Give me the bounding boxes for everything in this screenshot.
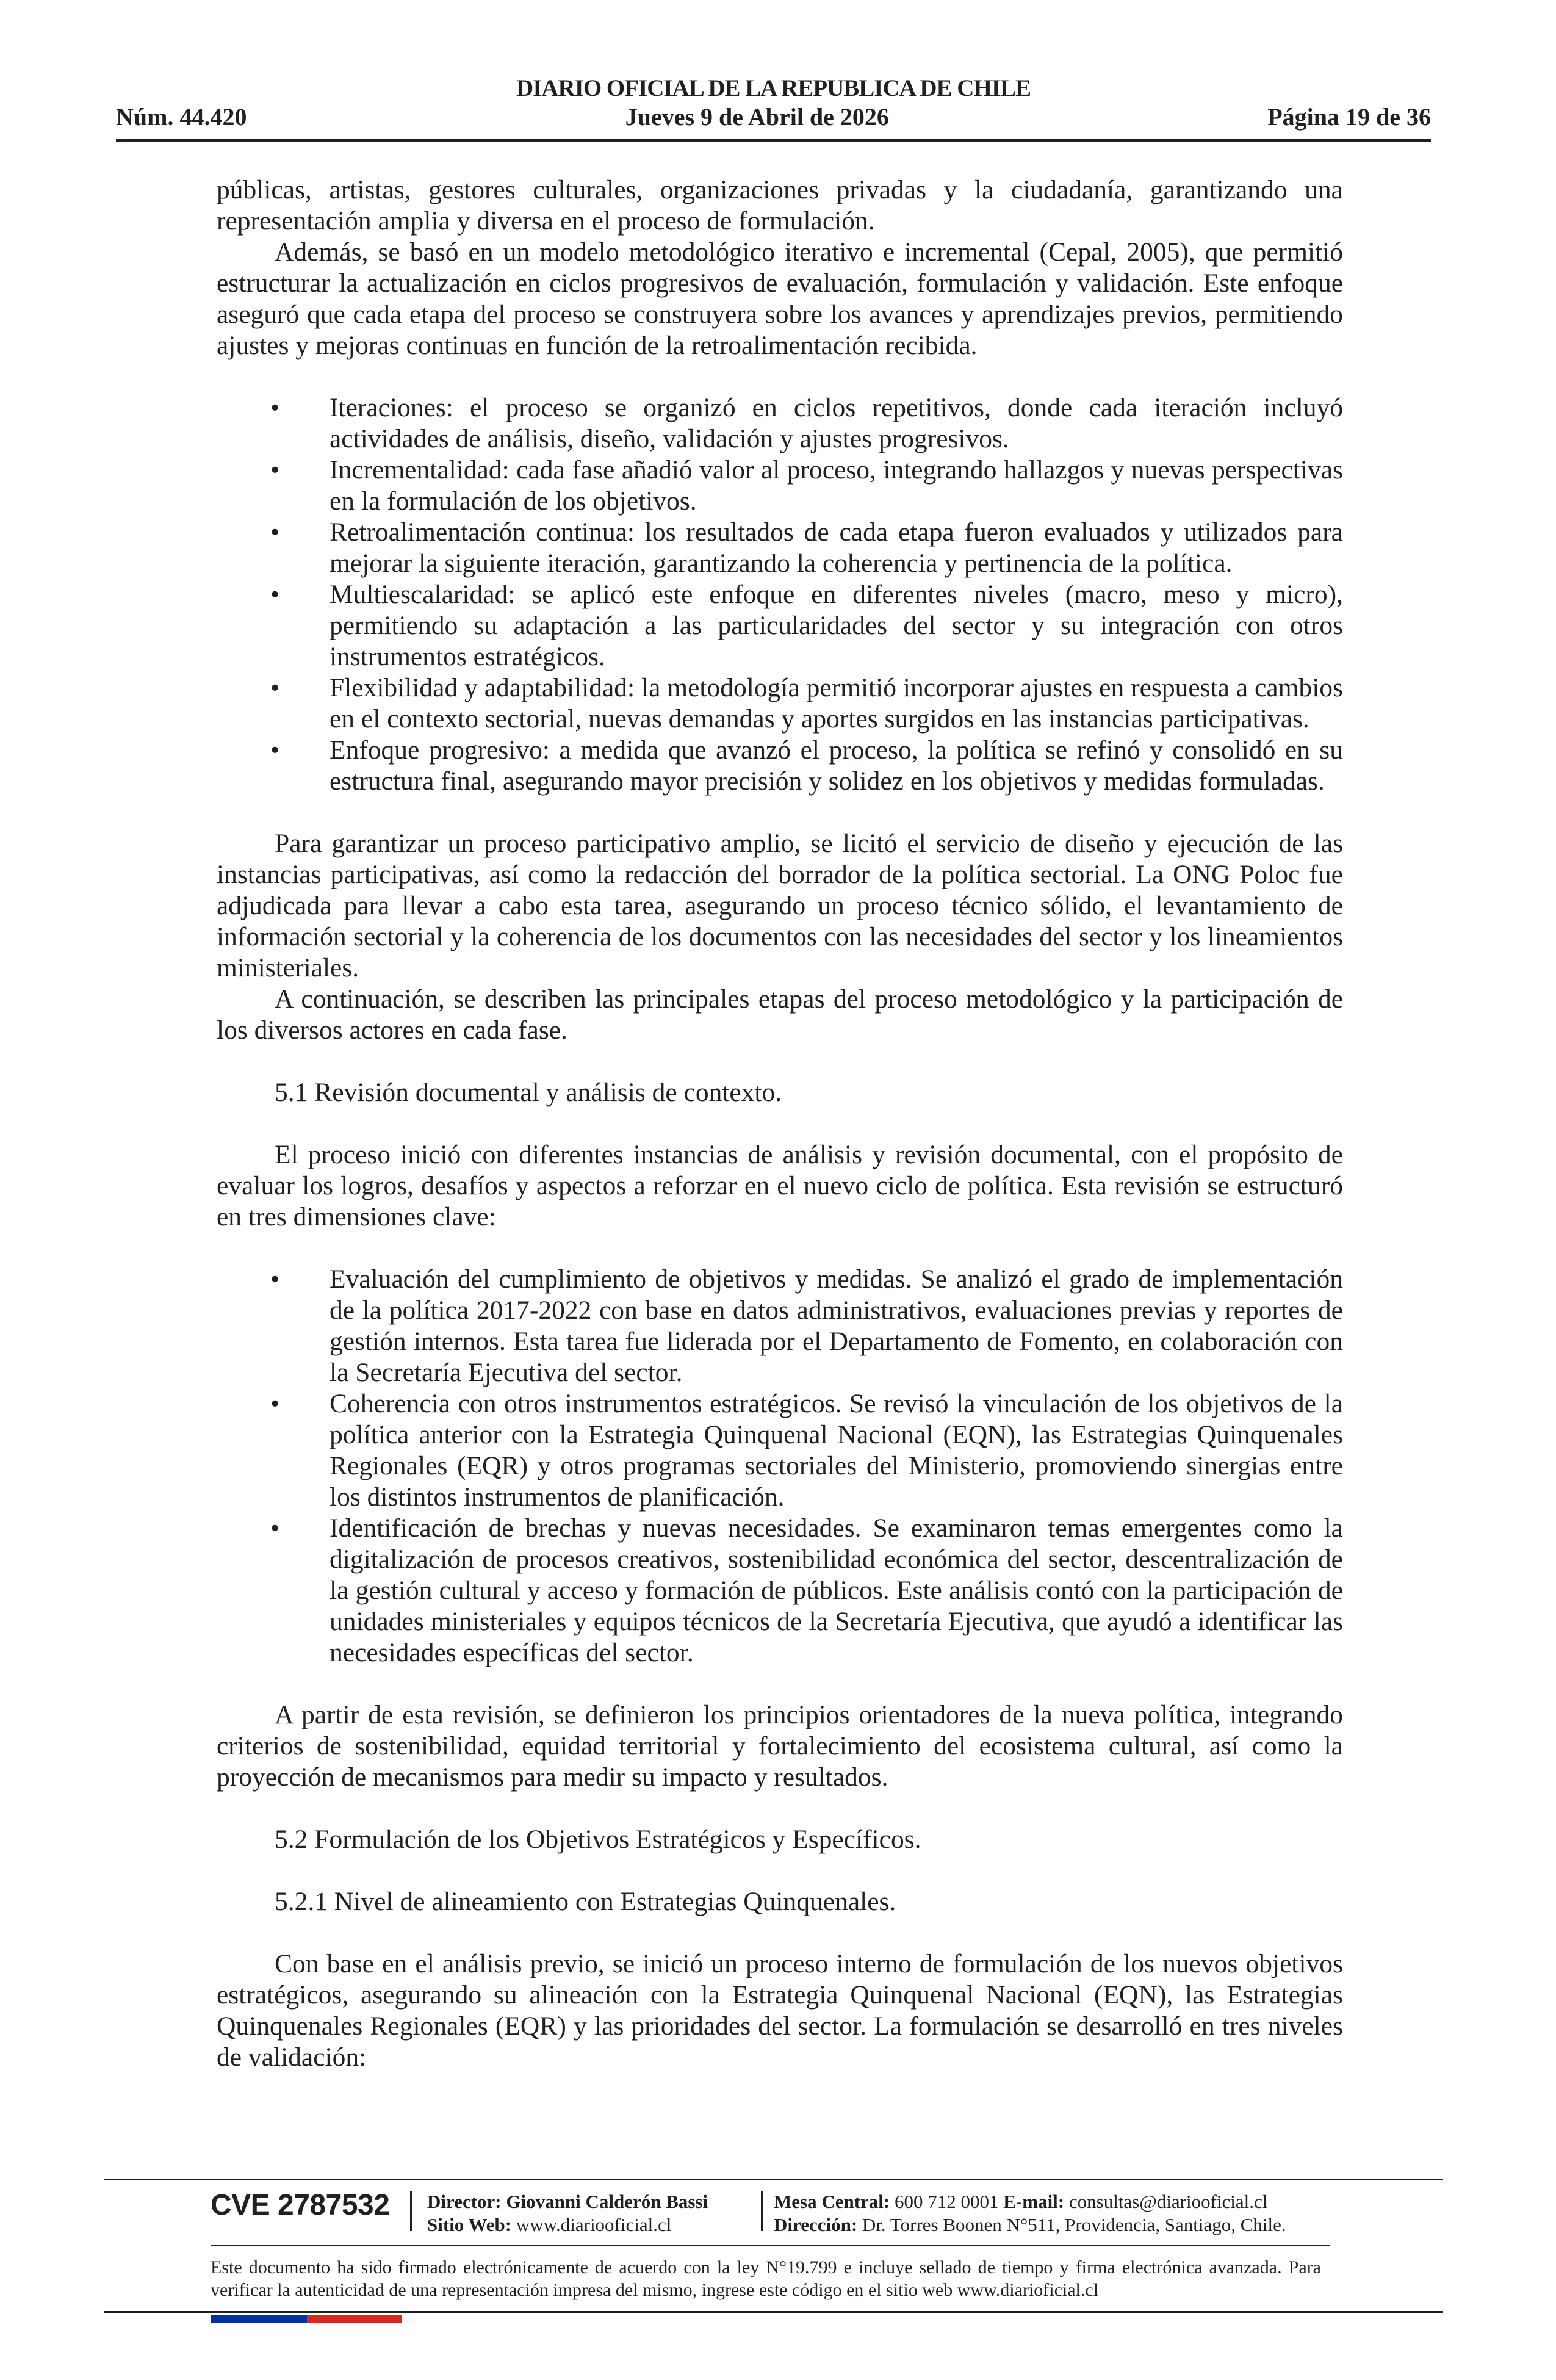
footer-separator bbox=[410, 2191, 412, 2231]
bullet-icon: • bbox=[270, 517, 280, 547]
page-header bbox=[116, 74, 1431, 146]
list-item-text: Incrementalidad: cada fase añadió valor al proceso, integrando hallazgos y nuevas perspectivas en la formulación de los objetivos. bbox=[330, 455, 1343, 516]
list-item bbox=[217, 392, 1343, 455]
list-item bbox=[217, 1264, 1343, 1388]
paragraph: públicas, artistas, gestores culturales, organizaciones privadas y la ciudadanía, garantizando una representación amplia y diversa en el proceso de formulación. bbox=[217, 175, 1343, 236]
methodology-list bbox=[217, 392, 1343, 797]
paragraph: Además, se basó en un modelo metodológico iterativo e incremental (Cepal, 2005), que permitió estructurar la actualización en ciclos progresivos de evaluación, formulación y validación. Este enfoque aseguró que cada etapa del proceso se construyera sobre los avances y aprendizajes previos, permitiendo ajustes y mejoras continuas en función de la retroalimentación recibida. bbox=[217, 237, 1343, 360]
paragraph: A partir de esta revisión, se definieron los principios orientadores de la nueva política, integrando criterios de sostenibilidad, equidad territorial y fortalecimiento del ecosistema cultural, así como la proyección de mecanismos para medir su impacto y resultados. bbox=[217, 1700, 1343, 1792]
email-label: E-mail: bbox=[1003, 2191, 1065, 2212]
bullet-icon: • bbox=[270, 735, 280, 765]
newspaper-title: DIARIO OFICIAL DE LA REPUBLICA DE CHILE bbox=[516, 75, 1031, 101]
email-link[interactable]: consultas@diariooficial.cl bbox=[1068, 2191, 1268, 2212]
list-item-text: Flexibilidad y adaptabilidad: la metodología permitió incorporar ajustes en respuesta a cambios en el contexto sectorial, nuevas demandas y aportes surgidos en las instancias participativas. bbox=[330, 673, 1343, 734]
footer-director-block bbox=[427, 2190, 708, 2237]
list-item bbox=[217, 579, 1343, 673]
flag-stripe-blue bbox=[211, 2315, 307, 2323]
flag-stripe-red bbox=[307, 2315, 402, 2323]
page-number: Página 19 de 36 bbox=[1267, 103, 1431, 131]
bullet-icon: • bbox=[270, 393, 280, 422]
bullet-icon: • bbox=[270, 1389, 280, 1418]
list-item-text: Coherencia con otros instrumentos estratégicos. Se revisó la vinculación de los objetivos de la política anterior con la Estrategia Quinquenal Nacional (EQN), las Estrategias Quinquenales Regionales (EQR) y otros programas sectoriales del Ministerio, promoviendo sinergias entre los distintos instrumentos de planificación. bbox=[330, 1389, 1343, 1512]
paragraph: A continuación, se describen las principales etapas del proceso metodológico y la participación de los diversos actores en cada fase. bbox=[217, 984, 1343, 1045]
website-label: Sitio Web: bbox=[427, 2214, 512, 2235]
list-item bbox=[217, 1388, 1343, 1513]
list-item bbox=[217, 1513, 1343, 1668]
footer-bottom-rule bbox=[104, 2311, 1443, 2313]
bullet-icon: • bbox=[270, 1513, 280, 1543]
list-item-text: Multiescalaridad: se aplicó este enfoque en diferentes niveles (macro, meso y micro), permitiendo su adaptación a las particularidades del sector y su integración con otros instrumentos estratégicos. bbox=[330, 580, 1343, 671]
section-heading-5-2-1: 5.2.1 Nivel de alineamiento con Estrategias Quinquenales. bbox=[275, 1887, 896, 1916]
footer-separator bbox=[761, 2191, 763, 2231]
mesa-label: Mesa Central: bbox=[774, 2191, 890, 2212]
director-name: Giovanni Calderón Bassi bbox=[506, 2191, 708, 2212]
bullet-icon: • bbox=[270, 580, 280, 609]
list-item-text: Identificación de brechas y nuevas necesidades. Se examinaron temas emergentes como la digitalización de procesos creativos, sostenibilidad económica del sector, descentralización de la gestión cultural y acceso y formación de públicos. Este análisis contó con la participación de unidades ministeriales y equipos técnicos de la Secretaría Ejecutiva, que ayudó a identificar las necesidades específicas del sector. bbox=[330, 1513, 1343, 1667]
list-item bbox=[217, 455, 1343, 517]
section-heading-5-2: 5.2 Formulación de los Objetivos Estratégicos y Específicos. bbox=[275, 1825, 921, 1854]
list-item-text: Iteraciones: el proceso se organizó en ciclos repetitivos, donde cada iteración incluyó actividades de análisis, diseño, validación y ajustes progresivos. bbox=[330, 393, 1343, 453]
list-item-text: Retroalimentación continua: los resultados de cada etapa fueron evaluados y utilizados para mejorar la siguiente iteración, garantizando la coherencia y pertinencia de la política. bbox=[330, 517, 1343, 578]
list-item bbox=[217, 517, 1343, 579]
bullet-icon: • bbox=[270, 455, 280, 485]
cve-code: CVE 2787532 bbox=[211, 2189, 390, 2221]
bullet-icon: • bbox=[270, 673, 280, 702]
bullet-icon: • bbox=[270, 1264, 280, 1294]
section-heading-5-1: 5.1 Revisión documental y análisis de contexto. bbox=[275, 1078, 782, 1107]
address-value: Dr. Torres Boonen N°511, Providencia, Santiago, Chile. bbox=[862, 2214, 1286, 2235]
footer-mid-rule bbox=[211, 2245, 1330, 2246]
footer-top-rule bbox=[104, 2179, 1443, 2180]
issue-date: Jueves 9 de Abril de 2026 bbox=[625, 103, 889, 131]
list-item bbox=[217, 673, 1343, 735]
document-body bbox=[217, 175, 1343, 2073]
website-link[interactable]: www.diariooficial.cl bbox=[516, 2214, 672, 2235]
address-label: Dirección: bbox=[774, 2214, 858, 2235]
header-rule bbox=[116, 139, 1431, 142]
header-info-row bbox=[116, 103, 1431, 131]
paragraph: El proceso inició con diferentes instancias de análisis y revisión documental, con el propósito de evaluar los logros, desafíos y aspectos a reforzar en el nuevo ciclo de política. Esta revisión se estructuró en tres dimensiones clave: bbox=[217, 1140, 1343, 1231]
list-item bbox=[217, 735, 1343, 797]
mesa-phone: 600 712 0001 bbox=[895, 2191, 999, 2212]
paragraph: Para garantizar un proceso participativo amplio, se licitó el servicio de diseño y ejecución de las instancias participativas, así como la redacción del borrador de la política sectorial. La ONG Poloc fue adjudicada para llevar a cabo esta tarea, asegurando un proceso técnico sólido, el levantamiento de información sectorial y la coherencia de los documentos con las necesidades del sector y los lineamientos ministeriales. bbox=[217, 829, 1343, 983]
issue-number: Núm. 44.420 bbox=[116, 103, 247, 131]
list-item-text: Evaluación del cumplimiento de objetivos y medidas. Se analizó el grado de implementación de la política 2017-2022 con base en datos administrativos, evaluaciones previas y reportes de gestión internos. Esta tarea fue liderada por el Departamento de Fomento, en colaboración con la Secretaría Ejecutiva del sector. bbox=[330, 1264, 1343, 1387]
review-dimensions-list bbox=[217, 1264, 1343, 1668]
electronic-signature-notice: Este documento ha sido firmado electrónicamente de acuerdo con la ley N°19.799 e incluye sellado de tiempo y firma electrónica avanzada. Para verificar la autenticidad de una representación impresa del mismo, ingrese este código en el sitio web www.diarioficial.cl bbox=[211, 2257, 1321, 2300]
director-label: Director: bbox=[427, 2191, 502, 2212]
footer-contact-block bbox=[774, 2190, 1286, 2237]
list-item-text: Enfoque progresivo: a medida que avanzó el proceso, la política se refinó y consolidó en su estructura final, asegurando mayor precisión y solidez en los objetivos y medidas formuladas. bbox=[330, 735, 1343, 796]
paragraph: Con base en el análisis previo, se inició un proceso interno de formulación de los nuevos objetivos estratégicos, asegurando su alineación con la Estrategia Quinquenal Nacional (EQN), las Estrategias Quinquenales Regionales (EQR) y las prioridades del sector. La formulación se desarrolló en tres niveles de validación: bbox=[217, 1949, 1343, 2072]
